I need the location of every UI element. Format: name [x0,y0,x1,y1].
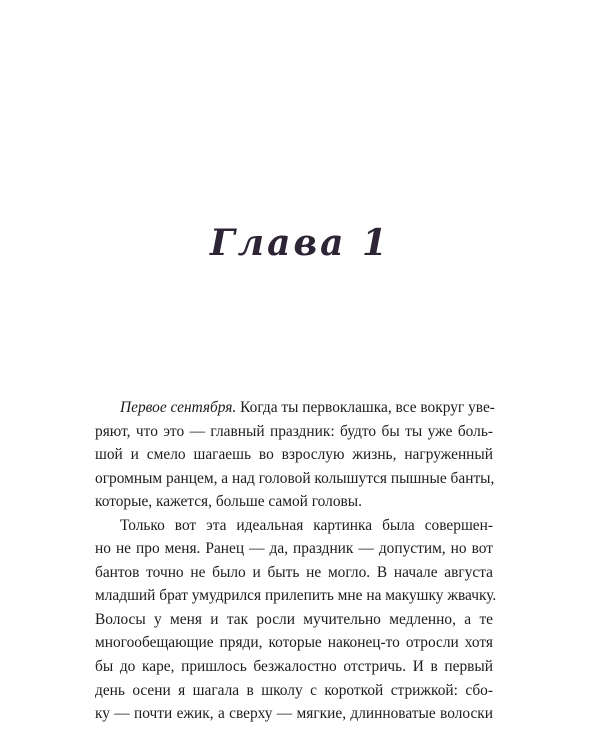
text-line: бантов точно не было и быть не могло. В начале августа [95,563,493,581]
chapter-title: Глава 1 [209,222,391,264]
paragraph-1-line-1 [95,396,493,420]
text-line: многообещающие пряди, которые наконец-то отросли хотя [95,634,493,652]
text-line: младший брат умудрился прилепить мне на макушку жвачку. [95,587,497,605]
text-line: ряют, что это — главный праздник: будто бы ты уже боль- [95,422,493,440]
text-line: бы до каре, пришлось безжалостно отстричь. И в первый [95,658,493,676]
text-line: ку — почти ежик, а сверху — мягкие, длинноватые волоски [95,705,493,723]
text-line: огромным ранцем, а над головой колышутся пышные банты, [95,469,495,487]
text-line: но не про меня. Ранец — да, праздник — допустим, но вот [95,540,493,558]
lead-phrase: Первое сентября. [120,399,237,416]
text-line: Когда ты первоклашка, все вокруг уве- [236,399,495,416]
text-line: шой и смело шагаешь во взрослую жизнь, нагруженный [95,446,493,464]
paragraph-2-line-1: Только вот эта идеальная картинка была совершен- [120,516,493,534]
text-line: Волосы у меня и так росли мучительно медленно, а те [95,610,493,628]
text-line: день осени я шагала в школу с короткой стрижкой: сбо- [95,681,493,699]
chapter-text [95,396,497,726]
text-line: которые, кажется, больше самой головы. [95,493,362,511]
